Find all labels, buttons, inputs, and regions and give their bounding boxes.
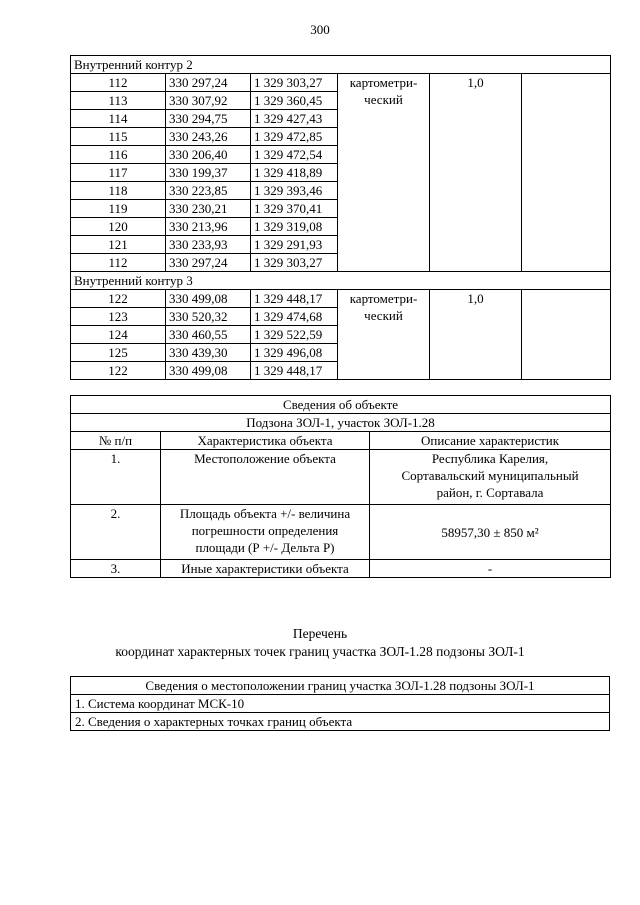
- coordinate-x: 330 460,55: [166, 326, 251, 344]
- info-row: [71, 505, 611, 560]
- coordinate-y: 1 329 393,46: [251, 182, 338, 200]
- list-heading-subtitle: координат характерных точек границ участка ЗОЛ-1.28 подзоны ЗОЛ-1: [115, 644, 525, 659]
- info-title-row: [71, 396, 611, 414]
- coordinate-y: 1 329 291,93: [251, 236, 338, 254]
- coordinate-row: [71, 74, 611, 92]
- location-table: [70, 676, 610, 731]
- info-title: Сведения об объекте: [71, 396, 611, 414]
- list-heading-title: Перечень: [292, 626, 348, 641]
- coordinate-y: 1 329 522,59: [251, 326, 338, 344]
- location-item: 1. Система координат МСК-10: [71, 695, 610, 713]
- coordinate-y: 1 329 448,17: [251, 290, 338, 308]
- info-row-desc: 58957,30 ± 850 м²: [370, 505, 611, 560]
- coordinate-x: 330 499,08: [166, 290, 251, 308]
- method: картометри- ческий: [338, 74, 430, 272]
- coordinates-table: [70, 55, 611, 380]
- coordinate-y: 1 329 370,41: [251, 200, 338, 218]
- coordinate-x: 330 230,21: [166, 200, 251, 218]
- coordinate-y: 1 329 474,68: [251, 308, 338, 326]
- coordinate-x: 330 294,75: [166, 110, 251, 128]
- coordinate-row: [71, 290, 611, 308]
- info-subtitle-row: [71, 414, 611, 432]
- header-description: Описание характеристик: [370, 432, 611, 450]
- coordinate-y: 1 329 427,43: [251, 110, 338, 128]
- coordinate-x: 330 206,40: [166, 146, 251, 164]
- object-info-table: [70, 395, 611, 578]
- header-num: № п/п: [71, 432, 161, 450]
- point-number: 116: [71, 146, 166, 164]
- empty-cell: [522, 290, 611, 380]
- info-row-desc: Республика Карелия, Сортавальский муниципальный район, г. Сортавала: [370, 450, 611, 505]
- point-number: 123: [71, 308, 166, 326]
- info-subtitle: Подзона ЗОЛ-1, участок ЗОЛ-1.28: [71, 414, 611, 432]
- info-row-name: Площадь объекта +/- величина погрешности определения площади (Р +/- Дельта Р): [161, 505, 370, 560]
- coordinate-x: 330 297,24: [166, 74, 251, 92]
- coordinate-y: 1 329 496,08: [251, 344, 338, 362]
- location-title-row: [71, 677, 610, 695]
- coordinate-x: 330 243,26: [166, 128, 251, 146]
- coordinate-y: 1 329 319,08: [251, 218, 338, 236]
- coordinate-y: 1 329 472,54: [251, 146, 338, 164]
- contour-title: Внутренний контур 3: [71, 272, 611, 290]
- header-characteristic: Характеристика объекта: [161, 432, 370, 450]
- point-number: 120: [71, 218, 166, 236]
- point-number: 125: [71, 344, 166, 362]
- info-header-row: [71, 432, 611, 450]
- accuracy: 1,0: [430, 290, 522, 380]
- coordinate-y: 1 329 472,85: [251, 128, 338, 146]
- point-number: 122: [71, 362, 166, 380]
- empty-cell: [522, 74, 611, 272]
- point-number: 119: [71, 200, 166, 218]
- point-number: 122: [71, 290, 166, 308]
- point-number: 124: [71, 326, 166, 344]
- point-number: 112: [71, 254, 166, 272]
- method: картометри- ческий: [338, 290, 430, 380]
- contour-title-row: [71, 56, 611, 74]
- location-item-row: [71, 695, 610, 713]
- info-row: [71, 450, 611, 505]
- coordinate-x: 330 213,96: [166, 218, 251, 236]
- coordinate-x: 330 307,92: [166, 92, 251, 110]
- coordinate-y: 1 329 448,17: [251, 362, 338, 380]
- point-number: 117: [71, 164, 166, 182]
- accuracy: 1,0: [430, 74, 522, 272]
- point-number: 115: [71, 128, 166, 146]
- coordinate-x: 330 439,30: [166, 344, 251, 362]
- point-number: 118: [71, 182, 166, 200]
- point-number: 113: [71, 92, 166, 110]
- coordinate-x: 330 233,93: [166, 236, 251, 254]
- info-row-num: 2.: [71, 505, 161, 560]
- point-number: 114: [71, 110, 166, 128]
- info-row: [71, 560, 611, 578]
- point-number: 112: [71, 74, 166, 92]
- info-row-num: 1.: [71, 450, 161, 505]
- coordinate-y: 1 329 418,89: [251, 164, 338, 182]
- info-row-num: 3.: [71, 560, 161, 578]
- location-item: 2. Сведения о характерных точках границ объекта: [71, 713, 610, 731]
- coordinate-x: 330 297,24: [166, 254, 251, 272]
- contour-title: Внутренний контур 2: [71, 56, 611, 74]
- info-row-desc: -: [370, 560, 611, 578]
- coordinate-x: 330 499,08: [166, 362, 251, 380]
- info-row-name: Иные характеристики объекта: [161, 560, 370, 578]
- page-number: 300: [310, 22, 330, 37]
- coordinate-y: 1 329 360,45: [251, 92, 338, 110]
- coordinate-y: 1 329 303,27: [251, 254, 338, 272]
- point-number: 121: [71, 236, 166, 254]
- coordinate-x: 330 199,37: [166, 164, 251, 182]
- coordinate-y: 1 329 303,27: [251, 74, 338, 92]
- location-item-row: [71, 713, 610, 731]
- coordinate-x: 330 520,32: [166, 308, 251, 326]
- info-row-name: Местоположение объекта: [161, 450, 370, 505]
- coordinate-x: 330 223,85: [166, 182, 251, 200]
- location-title: Сведения о местоположении границ участка ЗОЛ-1.28 подзоны ЗОЛ-1: [71, 677, 610, 695]
- contour-title-row: [71, 272, 611, 290]
